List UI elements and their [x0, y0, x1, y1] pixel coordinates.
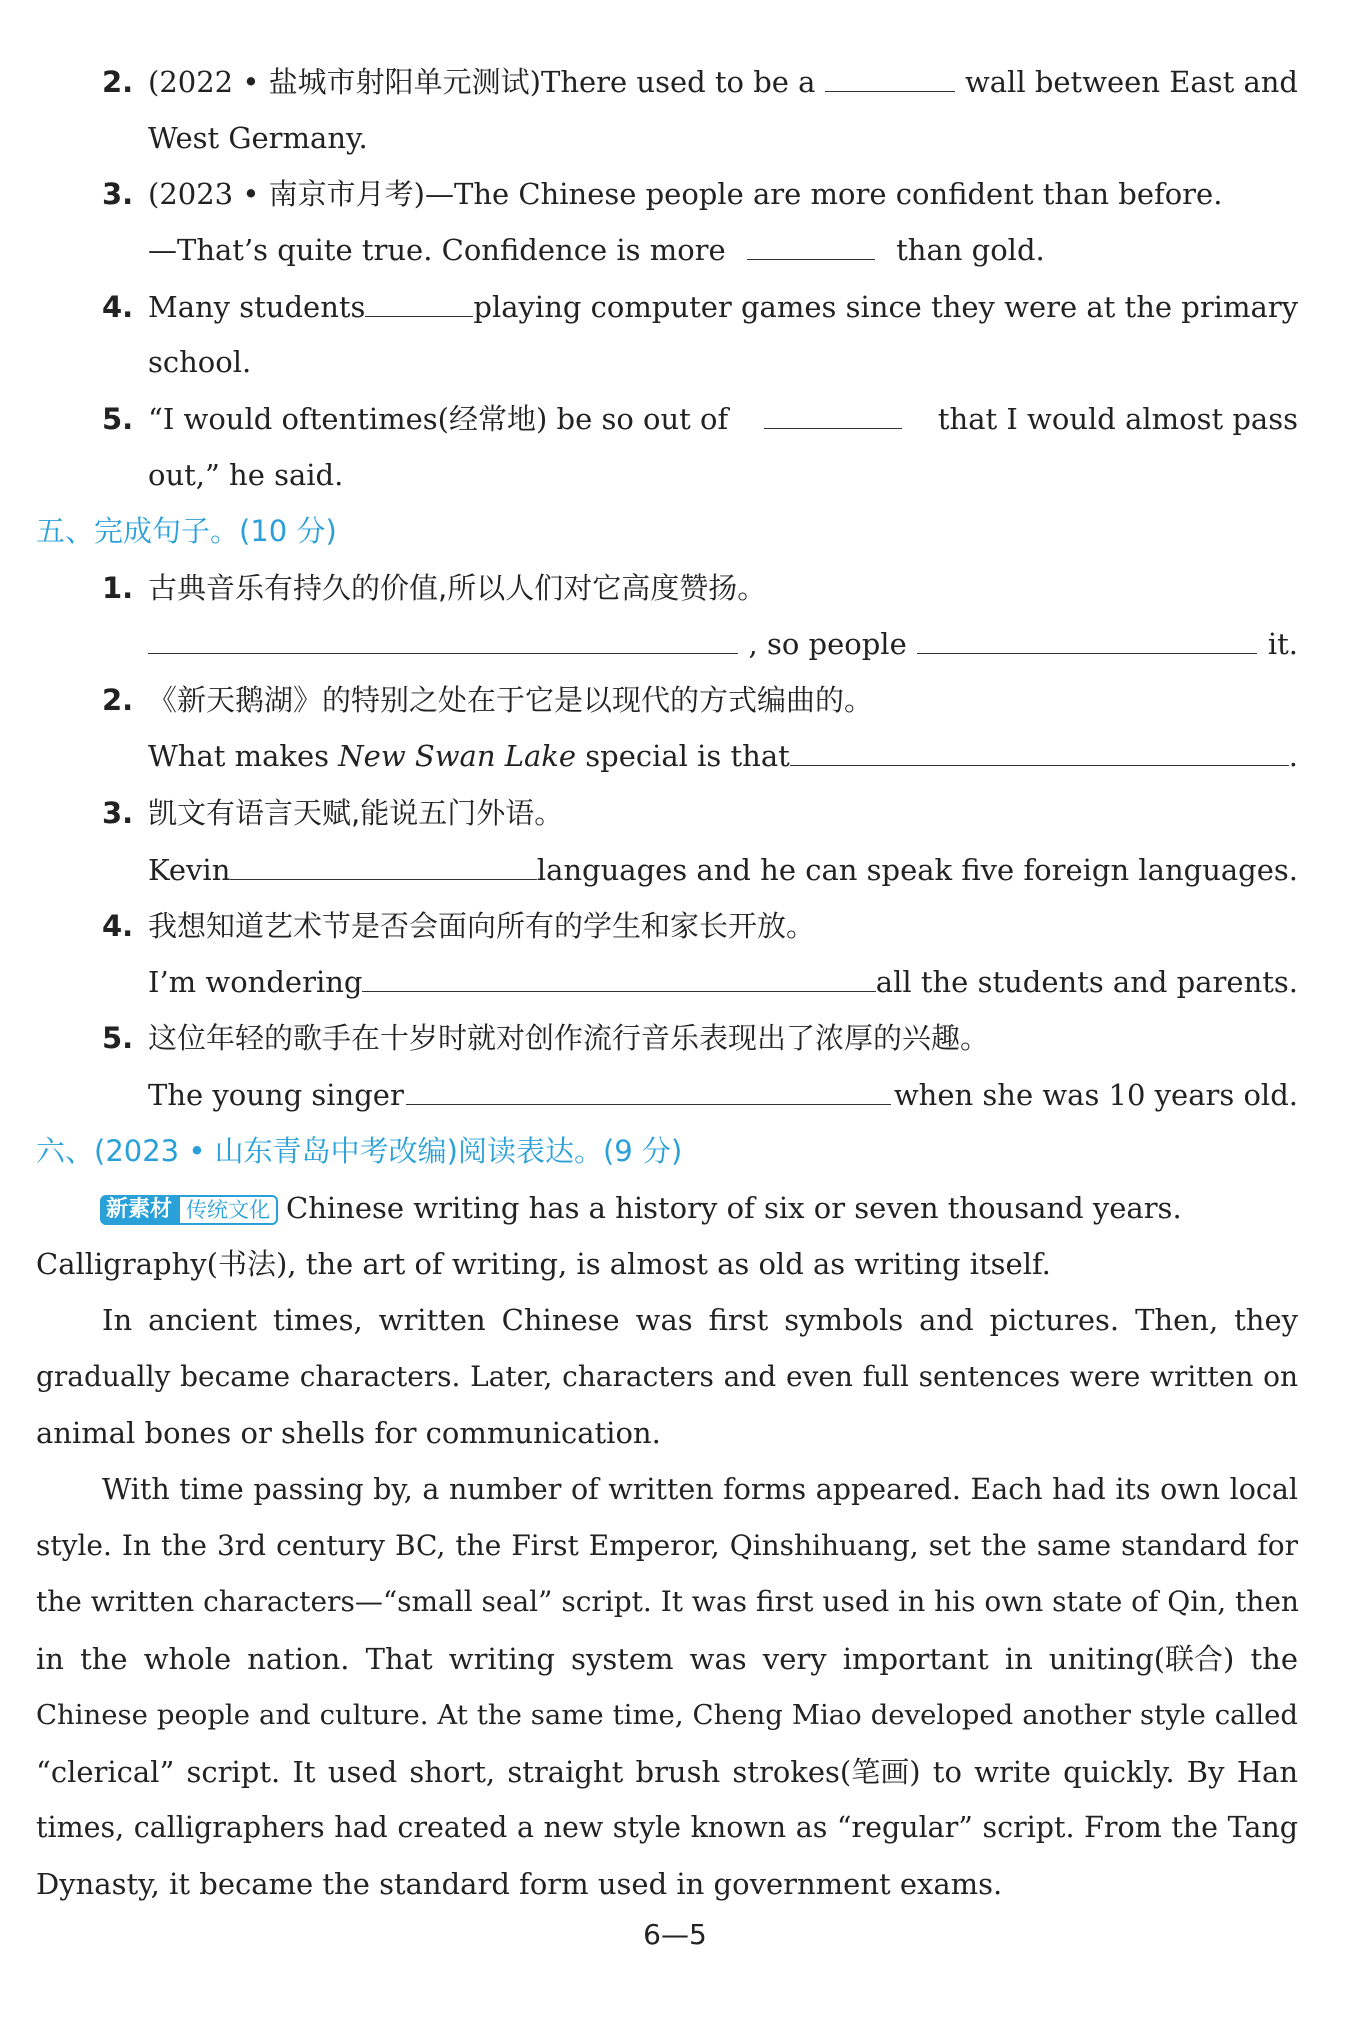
question-text: than gold.	[896, 233, 1045, 267]
english-text: special is that	[585, 739, 790, 773]
passage-line-2	[36, 1244, 1298, 1284]
passage-line-13	[36, 1864, 1298, 1904]
question-4-4-line2	[0, 342, 1350, 382]
sentence-item-5-english	[0, 1075, 1350, 1115]
english-title: New Swan Lake	[338, 739, 577, 773]
answer-blank[interactable]	[764, 402, 902, 429]
answer-blank[interactable]	[362, 965, 875, 992]
passage-line-6	[102, 1470, 1298, 1510]
question-4-4	[0, 287, 1350, 327]
question-text: —That’s quite true. Confidence is more	[148, 233, 726, 267]
question-number: 4.	[102, 290, 134, 324]
passage-line-12	[36, 1808, 1298, 1848]
chinese-sentence: 古典音乐有持久的价值,所以人们对它高度赞扬。	[148, 571, 767, 605]
chinese-sentence: 我想知道艺术节是否会面向所有的学生和家长开放。	[148, 909, 816, 943]
passage-text: in the whole nation. That writing system was very important in uniting(联合) the	[36, 1642, 1298, 1676]
question-number: 3.	[102, 177, 134, 211]
passage-text: Chinese writing has a history of six or seven thousand years.	[286, 1191, 1182, 1225]
question-number: 5.	[102, 1021, 134, 1055]
chinese-sentence: 凯文有语言天赋,能说五门外语。	[148, 796, 564, 830]
section-title: 五、完成句子。	[36, 514, 240, 548]
english-text: when she was 10 years old.	[893, 1078, 1298, 1112]
passage-text: gradually became characters. Later, characters and even full sentences were written on	[36, 1360, 1298, 1393]
question-4-2-line2	[0, 118, 1350, 158]
english-text: .	[1288, 739, 1298, 773]
answer-blank[interactable]	[917, 627, 1257, 654]
question-number: 2.	[102, 65, 134, 99]
english-text: it.	[1267, 627, 1298, 661]
passage-text: Chinese people and culture. At the same time, Cheng Miao developed another style called	[36, 1699, 1298, 1731]
question-4-5-line2	[0, 455, 1350, 495]
question-text: (2023 • 南京市月考)—The Chinese people are more confident than before.	[148, 177, 1223, 211]
passage-line-11	[36, 1752, 1298, 1792]
passage-line-9	[36, 1639, 1298, 1679]
question-text: out,” he said.	[148, 458, 344, 492]
question-text: playing computer games since they were at the primary	[473, 290, 1298, 324]
passage-text: In ancient times, written Chinese was first symbols and pictures. Then, they	[102, 1303, 1298, 1337]
passage-text: “clerical” script. It used short, straight brush strokes(笔画) to write quickly. By Han	[36, 1755, 1298, 1789]
section-score: (10 分)	[239, 514, 337, 548]
question-number: 5.	[102, 402, 134, 436]
english-text: , so people	[748, 627, 907, 661]
passage-text: With time passing by, a number of written forms appeared. Each had its own local	[102, 1473, 1298, 1506]
passage-text: Dynasty, it became the standard form used in government exams.	[36, 1867, 1003, 1901]
english-text: What makes	[148, 739, 330, 773]
question-4-5	[0, 399, 1350, 439]
section-score: (9 分)	[602, 1134, 683, 1168]
section-6-heading	[0, 1131, 1350, 1171]
question-number: 4.	[102, 909, 134, 943]
passage-line-4	[36, 1357, 1298, 1397]
question-text: (2022 • 盐城市射阳单元测试)There used to be a	[148, 65, 816, 99]
question-text: wall between East and	[964, 65, 1298, 99]
answer-blank[interactable]	[790, 739, 1289, 766]
passage-line-7	[36, 1526, 1298, 1566]
answer-blank[interactable]	[365, 290, 473, 317]
answer-blank[interactable]	[230, 853, 536, 880]
sentence-item-3	[0, 793, 1350, 833]
page-number: 6—5	[643, 1918, 707, 1951]
question-4-3	[0, 174, 1350, 214]
answer-blank[interactable]	[747, 233, 875, 260]
passage-line-8	[36, 1582, 1298, 1622]
passage-text: the written characters—“small seal” script. It was first used in his own state of Qin, then	[36, 1585, 1299, 1618]
question-text: that I would almost pass	[937, 402, 1298, 436]
answer-blank[interactable]	[825, 65, 955, 92]
section-title: 六、(2023 • 山东青岛中考改编)阅读表达。	[36, 1134, 603, 1168]
passage-text: times, calligraphers had created a new style known as “regular” script. From the Tang	[36, 1811, 1298, 1844]
passage-line-5	[36, 1413, 1298, 1453]
passage-line-1	[0, 1188, 1350, 1228]
answer-blank[interactable]	[148, 627, 738, 654]
passage-line-10	[36, 1695, 1298, 1735]
sentence-item-5	[0, 1018, 1350, 1058]
question-text: school.	[148, 345, 252, 379]
question-4-3-line2	[0, 230, 1350, 270]
sentence-item-3-english	[0, 850, 1350, 890]
passage-text: Calligraphy(书法), the art of writing, is almost as old as writing itself.	[36, 1247, 1051, 1281]
question-number: 3.	[102, 796, 134, 830]
passage-text: style. In the 3rd century BC, the First Emperor, Qinshihuang, set the same standard for	[36, 1529, 1298, 1562]
answer-blank[interactable]	[406, 1078, 891, 1105]
english-text: I’m wondering	[148, 965, 363, 999]
sentence-item-2	[0, 680, 1350, 720]
sentence-item-1	[0, 568, 1350, 608]
sentence-item-4-english	[0, 962, 1350, 1002]
question-number: 1.	[102, 571, 134, 605]
english-text: all the students and parents.	[875, 965, 1298, 999]
english-text: languages and he can speak five foreign languages.	[536, 853, 1298, 887]
new-material-tag: 新素材	[100, 1195, 178, 1225]
question-text: Many students	[148, 290, 366, 324]
question-text: “I would oftentimes(经常地) be so out of	[148, 402, 729, 436]
passage-line-3	[102, 1300, 1298, 1340]
sentence-item-1-english	[0, 624, 1350, 664]
english-text: Kevin	[148, 853, 231, 887]
traditional-culture-tag: 传统文化	[178, 1195, 278, 1225]
passage-text: animal bones or shells for communication.	[36, 1416, 661, 1450]
chinese-sentence: 《新天鹅湖》的特别之处在于它是以现代的方式编曲的。	[148, 683, 874, 717]
english-text: The young singer	[148, 1078, 404, 1112]
question-4-2	[0, 62, 1350, 102]
chinese-sentence: 这位年轻的歌手在十岁时就对创作流行音乐表现出了浓厚的兴趣。	[148, 1021, 990, 1055]
sentence-item-2-english	[0, 736, 1350, 776]
question-number: 2.	[102, 683, 134, 717]
sentence-item-4	[0, 906, 1350, 946]
section-5-heading	[0, 511, 1350, 551]
question-text: West Germany.	[148, 121, 368, 155]
